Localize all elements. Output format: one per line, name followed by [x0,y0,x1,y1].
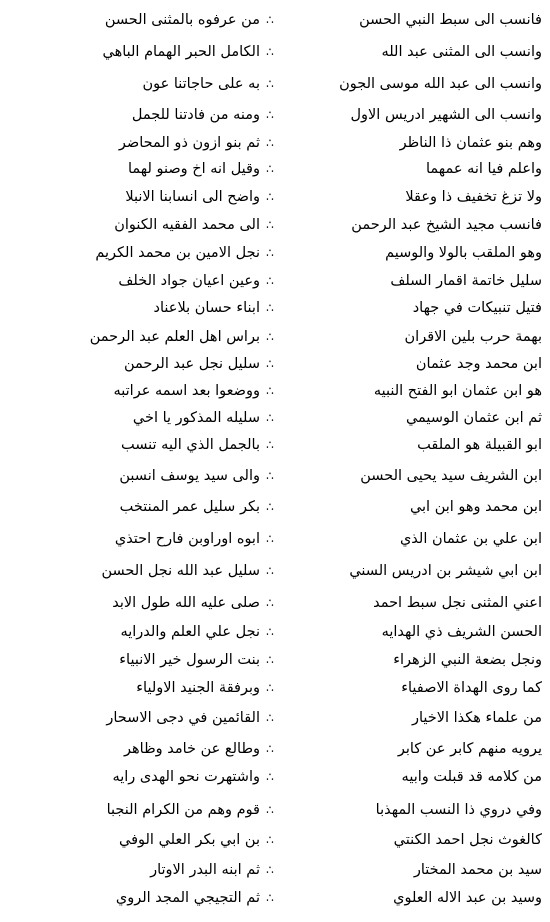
verse-line [0,796,550,824]
verse-line [0,735,550,763]
verse-line [0,525,550,553]
verse-separator: ∴ [266,301,276,315]
verse-second-hemistich: سليل نجل عبد الرحمن [124,356,260,372]
verse-separator: ∴ [266,711,276,725]
verse-first-hemistich: سليل خاتمة اقمار السلف [390,273,542,289]
verse-line [0,323,550,351]
verse-second-hemistich: ثم ابنه البدر الاوتار [150,862,260,878]
verse-separator: ∴ [266,653,276,667]
verse-first-hemistich: كما روى الهداة الاصفياء [401,680,542,696]
verse-first-hemistich: الحسن الشريف ذي الهدايه [381,624,542,640]
verse-second-hemistich: وبرفقة الجنيد الاولياء [136,680,260,696]
verse-line [0,101,550,129]
verse-separator: ∴ [266,45,276,59]
verse-separator: ∴ [266,500,276,514]
verse-first-hemistich: فانسب الى سبط النبي الحسن [359,12,542,28]
verse-line [0,674,550,702]
verse-line [0,129,550,157]
verse-first-hemistich: فتيل تنبيكات في جهاد [412,300,542,316]
verse-separator: ∴ [266,218,276,232]
verse-first-hemistich: كالغوث نجل احمد الكنتي [393,832,542,848]
verse-separator: ∴ [266,803,276,817]
verse-second-hemistich: ابناء حسان بلاعناد [153,300,260,316]
verse-first-hemistich: سيد بن محمد المختار [413,862,542,878]
verse-separator: ∴ [266,438,276,452]
verse-separator: ∴ [266,532,276,546]
verse-first-hemistich: يرويه منهم كابر عن كابر [397,741,542,757]
verse-separator: ∴ [266,411,276,425]
verse-separator: ∴ [266,891,276,905]
verse-first-hemistich: ونجل بضعة النبي الزهراء [393,652,542,668]
verse-line [0,431,550,459]
verse-line [0,70,550,98]
verse-second-hemistich: قوم وهم من الكرام النجبا [106,802,260,818]
verse-first-hemistich: وانسب الى الشهير ادريس الاول [350,107,542,123]
verse-second-hemistich: نجل علي العلم والدرايه [120,624,260,640]
verse-line [0,6,550,34]
verse-second-hemistich: واضح الى انسابنا الانبلا [125,189,260,205]
verse-first-hemistich: من كلامه قد قبلت وابيه [401,769,542,785]
verse-line [0,826,550,854]
verse-first-hemistich: ابن الشريف سيد يحيى الحسن [360,468,542,484]
verse-second-hemistich: من عرفوه بالمثنى الحسن [104,12,260,28]
verse-line [0,493,550,521]
verse-second-hemistich: الى محمد الفقيه الكنوان [114,217,260,233]
verse-first-hemistich: ابن ابي شيشر بن ادريس السني [349,563,542,579]
verse-second-hemistich: وطالع عن خامد وظاهر [124,741,260,757]
verse-line [0,856,550,884]
verse-line [0,704,550,732]
verse-separator: ∴ [266,246,276,260]
verse-first-hemistich: ابن علي بن عثمان الذي [399,531,542,547]
verse-second-hemistich: والى سيد يوسف انسبن [119,468,260,484]
verse-first-hemistich: وانسب الى المثنى عبد الله [381,44,542,60]
verse-separator: ∴ [266,384,276,398]
verse-second-hemistich: ثم بنو ازون ذو المحاضر [118,135,260,151]
verse-second-hemistich: سليل عبد الله نجل الحسن [101,563,260,579]
verse-second-hemistich: به على حاجاتنا عون [142,76,260,92]
verse-line [0,404,550,432]
verse-separator: ∴ [266,13,276,27]
verse-second-hemistich: واشتهرت نحو الهدى رايه [112,769,260,785]
verse-second-hemistich: ومنه من فادتنا للجمل [131,107,260,123]
verse-second-hemistich: صلى عليه الله طول الابد [112,595,260,611]
verse-first-hemistich: واعلم فيا انه عمهما [425,161,542,177]
verse-first-hemistich: هو ابن عثمان ابو الفتح النبيه [373,383,542,399]
verse-second-hemistich: وقيل انه اخ وصنو لهما [127,161,260,177]
verse-first-hemistich: ولا تزغ تخفيف ذا وعقلا [405,189,542,205]
verse-line [0,884,550,912]
verse-line [0,294,550,322]
verse-second-hemistich: ثم التجيجي المجد الروي [115,890,260,906]
verse-separator: ∴ [266,742,276,756]
verse-line [0,211,550,239]
verse-separator: ∴ [266,136,276,150]
verse-first-hemistich: وفي دروي ذا النسب المهذبا [375,802,542,818]
verse-separator: ∴ [266,274,276,288]
verse-first-hemistich: ابن محمد وجد عثمان [415,356,542,372]
verse-first-hemistich: وهم بنو عثمان ذا الناظر [399,135,542,151]
verse-second-hemistich: بن ابي بكر العلي الوفي [119,832,260,848]
verse-line [0,38,550,66]
verse-second-hemistich: ووضعوا بعد اسمه عراتبه [113,383,260,399]
verse-second-hemistich: سليله المذكور يا اخي [132,410,260,426]
verse-separator: ∴ [266,863,276,877]
verse-second-hemistich: الكامل الحبر الهمام الباهي [102,44,260,60]
verse-separator: ∴ [266,77,276,91]
verse-separator: ∴ [266,469,276,483]
verse-line [0,239,550,267]
verse-first-hemistich: من علماء هكذا الاخيار [411,710,542,726]
verse-separator: ∴ [266,330,276,344]
verse-separator: ∴ [266,625,276,639]
verse-first-hemistich: بهمة حرب بلين الاقران [404,329,542,345]
verse-second-hemistich: بكر سليل عمر المنتخب [119,499,260,515]
verse-line [0,589,550,617]
verse-line [0,155,550,183]
verse-first-hemistich: اعني المثنى نجل سبط احمد [373,595,542,611]
verse-separator: ∴ [266,596,276,610]
verse-separator: ∴ [266,681,276,695]
verse-line [0,646,550,674]
verse-second-hemistich: ابوه اوراوبن فارح احتذي [114,531,260,547]
verse-first-hemistich: وانسب الى عبد الله موسى الجون [339,76,542,92]
verse-line [0,267,550,295]
verse-first-hemistich: ابن محمد وهو ابن ابي [409,499,542,515]
verse-first-hemistich: ثم ابن عثمان الوسيمي [405,410,542,426]
verse-separator: ∴ [266,190,276,204]
verse-line [0,462,550,490]
verse-line [0,618,550,646]
verse-second-hemistich: بنت الرسول خير الانبياء [119,652,260,668]
verse-separator: ∴ [266,564,276,578]
verse-second-hemistich: بالجمل الذي اليه تنسب [120,437,260,453]
verse-second-hemistich: وعين اعيان جواد الخلف [118,273,260,289]
verse-line [0,763,550,791]
verse-second-hemistich: القائمين في دجى الاسحار [106,710,260,726]
verse-first-hemistich: وهو الملقب بالولا والوسيم [385,245,542,261]
verse-line [0,377,550,405]
verse-first-hemistich: وسيد بن عبد الاله العلوي [393,890,542,906]
verse-separator: ∴ [266,833,276,847]
verse-line [0,350,550,378]
verse-second-hemistich: براس اهل العلم عبد الرحمن [89,329,260,345]
verse-separator: ∴ [266,108,276,122]
verse-separator: ∴ [266,162,276,176]
verse-separator: ∴ [266,357,276,371]
verse-first-hemistich: فانسب مجيد الشيخ عبد الرحمن [351,217,542,233]
verse-line [0,183,550,211]
verse-separator: ∴ [266,770,276,784]
verse-second-hemistich: نجل الامين بن محمد الكريم [95,245,260,261]
verse-first-hemistich: ابو القبيلة هو الملقب [417,437,542,453]
verse-line [0,557,550,585]
